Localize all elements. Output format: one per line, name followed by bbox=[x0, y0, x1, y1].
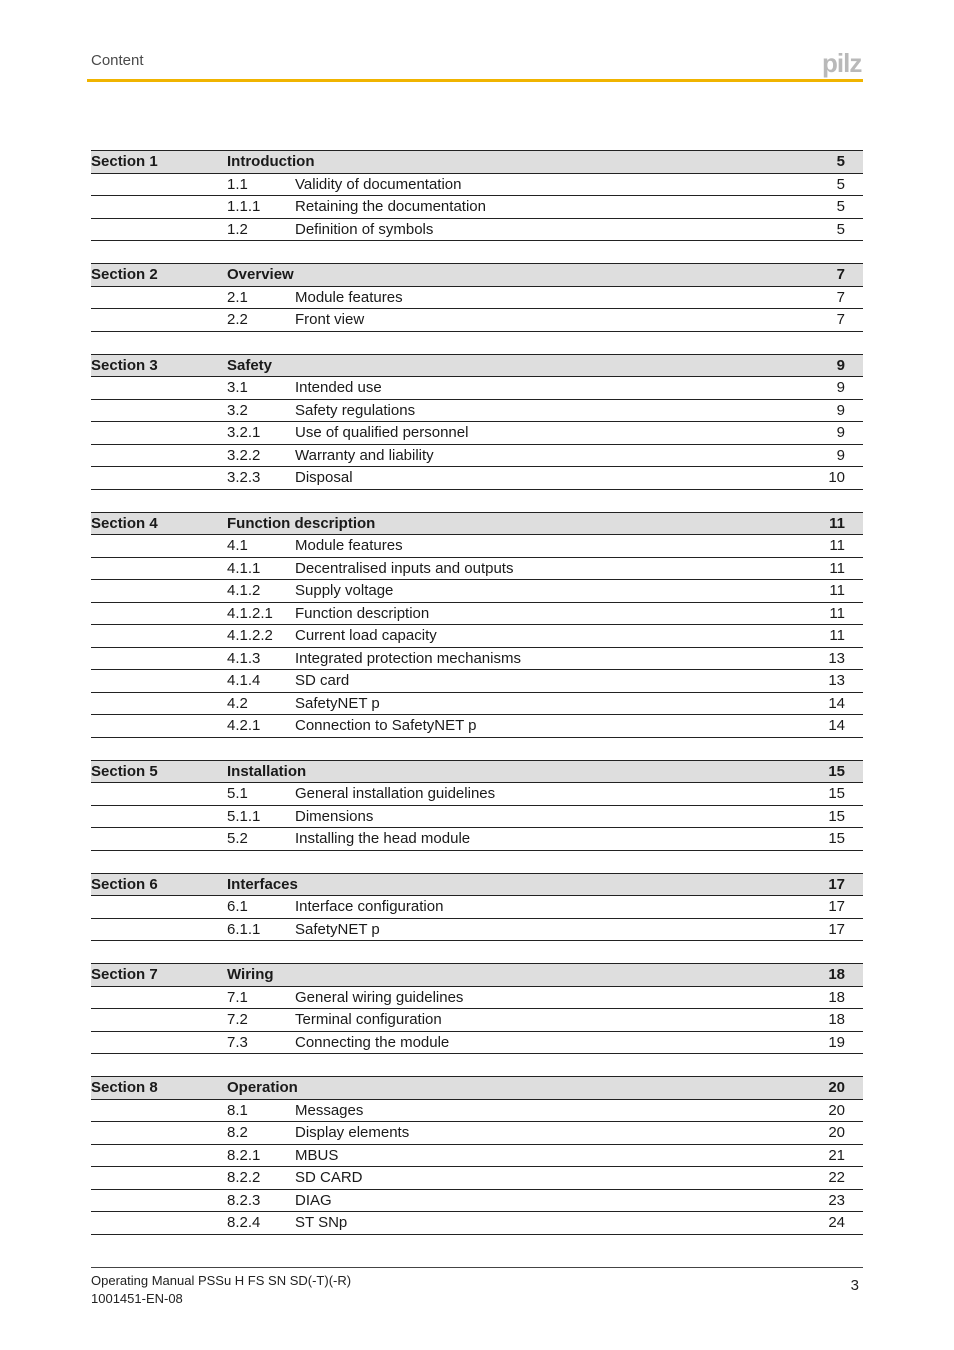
entry-title: ST SNp bbox=[295, 1214, 348, 1231]
section-label: Section 6 bbox=[91, 875, 158, 893]
entry-page: 9 bbox=[836, 446, 845, 464]
toc-entry[interactable] bbox=[91, 377, 863, 400]
toc-entry[interactable] bbox=[91, 174, 863, 197]
section-label: Section 8 bbox=[91, 1079, 158, 1096]
entry-number: 5.1.1 bbox=[227, 807, 261, 825]
entry-page: 7 bbox=[836, 311, 845, 328]
entry-number: 3.2 bbox=[227, 401, 248, 419]
entry-title: SafetyNET p bbox=[295, 694, 380, 712]
toc-section-header[interactable] bbox=[91, 873, 863, 897]
entry-title: SafetyNET p bbox=[295, 920, 380, 938]
toc-entry[interactable] bbox=[91, 467, 863, 490]
entry-title: Connecting the module bbox=[295, 1033, 450, 1051]
entry-number: 7.1 bbox=[227, 988, 248, 1006]
toc-section-header[interactable] bbox=[91, 963, 863, 987]
toc-entry[interactable] bbox=[91, 715, 863, 738]
entry-page: 9 bbox=[836, 424, 845, 441]
toc-entry[interactable] bbox=[91, 693, 863, 716]
entry-title: Disposal bbox=[295, 469, 353, 486]
entry-number: 4.1 bbox=[227, 537, 248, 554]
toc-entry[interactable] bbox=[91, 1009, 863, 1032]
page-number: 3 bbox=[850, 1277, 859, 1294]
footer-rule bbox=[91, 1267, 863, 1268]
toc-section bbox=[91, 873, 863, 942]
entry-title: Integrated protection mechanisms bbox=[295, 649, 521, 667]
toc-entry[interactable] bbox=[91, 1190, 863, 1213]
entry-page: 10 bbox=[828, 469, 845, 486]
entry-number: 5.1 bbox=[227, 785, 248, 802]
entry-page: 11 bbox=[829, 537, 845, 554]
toc-section-header[interactable] bbox=[91, 1076, 863, 1100]
section-title: Operation bbox=[227, 1079, 298, 1096]
entry-page: 18 bbox=[828, 1011, 845, 1028]
entry-page: 9 bbox=[836, 401, 845, 419]
section-page: 7 bbox=[836, 266, 845, 283]
toc-entry[interactable] bbox=[91, 1032, 863, 1055]
toc-entry[interactable] bbox=[91, 625, 863, 648]
entry-title: Validity of documentation bbox=[295, 175, 462, 193]
entry-number: 8.2.3 bbox=[227, 1191, 261, 1209]
section-title: Installation bbox=[227, 762, 307, 780]
toc-entry[interactable] bbox=[91, 1145, 863, 1168]
entry-number: 3.2.2 bbox=[227, 446, 261, 464]
entry-title: Current load capacity bbox=[295, 627, 437, 644]
entry-title: General wiring guidelines bbox=[295, 988, 464, 1006]
section-title: Introduction bbox=[227, 153, 315, 170]
section-page: 9 bbox=[836, 356, 845, 374]
footer-manual-title: Operating Manual PSSu H FS SN SD(-T)(-R) bbox=[91, 1273, 352, 1288]
toc-entry[interactable] bbox=[91, 196, 863, 219]
toc-entry[interactable] bbox=[91, 1167, 863, 1190]
entry-number: 4.1.2.1 bbox=[227, 604, 273, 622]
entry-number: 3.2.3 bbox=[227, 469, 261, 486]
entry-number: 4.1.1 bbox=[227, 559, 261, 577]
entry-page: 20 bbox=[828, 1124, 845, 1141]
entry-page: 5 bbox=[836, 220, 845, 238]
section-label: Section 4 bbox=[91, 514, 158, 532]
section-page: 17 bbox=[828, 875, 845, 893]
toc-section bbox=[91, 760, 863, 851]
toc-section-header[interactable] bbox=[91, 760, 863, 784]
section-label: Section 5 bbox=[91, 762, 158, 780]
entry-page: 5 bbox=[836, 198, 845, 215]
entry-title: General installation guidelines bbox=[295, 785, 496, 802]
entry-title: Intended use bbox=[295, 379, 382, 396]
section-title: Interfaces bbox=[227, 875, 298, 893]
entry-page: 17 bbox=[828, 898, 845, 915]
toc-entry[interactable] bbox=[91, 580, 863, 603]
entry-title: Terminal configuration bbox=[295, 1011, 442, 1028]
entry-title: Definition of symbols bbox=[295, 220, 434, 238]
entry-number: 1.2 bbox=[227, 220, 248, 238]
entry-page: 17 bbox=[828, 920, 845, 938]
section-label: Section 2 bbox=[91, 266, 158, 283]
toc-entry[interactable] bbox=[91, 603, 863, 626]
entry-title: Messages bbox=[295, 1101, 364, 1119]
entry-page: 11 bbox=[829, 627, 845, 644]
entry-title: SD CARD bbox=[295, 1169, 363, 1186]
toc-section-header[interactable] bbox=[91, 354, 863, 378]
toc-entry[interactable] bbox=[91, 896, 863, 919]
entry-page: 20 bbox=[828, 1101, 845, 1119]
toc-entry[interactable] bbox=[91, 919, 863, 942]
entry-page: 14 bbox=[828, 717, 845, 734]
section-label: Section 7 bbox=[91, 966, 158, 983]
entry-number: 8.2 bbox=[227, 1124, 248, 1141]
toc-section-header[interactable] bbox=[91, 512, 863, 536]
section-title: Overview bbox=[227, 266, 294, 283]
entry-title: Function description bbox=[295, 604, 430, 622]
entry-page: 7 bbox=[836, 288, 845, 306]
toc-entry[interactable] bbox=[91, 648, 863, 671]
entry-number: 4.2.1 bbox=[227, 717, 261, 734]
section-page: 18 bbox=[828, 966, 845, 983]
entry-number: 8.2.4 bbox=[227, 1214, 261, 1231]
entry-page: 13 bbox=[828, 649, 845, 667]
entry-title: Retaining the documentation bbox=[295, 198, 486, 215]
toc-entry[interactable] bbox=[91, 287, 863, 310]
entry-number: 2.1 bbox=[227, 288, 248, 306]
header-rule bbox=[87, 79, 863, 82]
entry-title: Installing the head module bbox=[295, 830, 471, 847]
toc-section bbox=[91, 354, 863, 490]
entry-title: Interface configuration bbox=[295, 898, 444, 915]
toc-entry[interactable] bbox=[91, 1100, 863, 1123]
entry-number: 4.1.2.2 bbox=[227, 627, 273, 644]
section-title: Wiring bbox=[227, 966, 274, 983]
entry-page: 11 bbox=[829, 604, 845, 622]
toc-section bbox=[91, 150, 863, 241]
toc-entry[interactable] bbox=[91, 1122, 863, 1145]
footer-doc-number: 1001451-EN-08 bbox=[91, 1291, 183, 1306]
entry-number: 7.2 bbox=[227, 1011, 248, 1028]
entry-page: 15 bbox=[828, 830, 845, 847]
entry-page: 13 bbox=[828, 672, 845, 689]
toc-section-header[interactable] bbox=[91, 263, 863, 287]
entry-page: 22 bbox=[828, 1169, 845, 1186]
entry-page: 21 bbox=[828, 1146, 845, 1164]
entry-number: 3.2.1 bbox=[227, 424, 261, 441]
toc-entry[interactable] bbox=[91, 783, 863, 806]
entry-number: 1.1.1 bbox=[227, 198, 261, 215]
entry-title: Safety regulations bbox=[295, 401, 416, 419]
section-page: 15 bbox=[828, 762, 845, 780]
entry-title: Module features bbox=[295, 537, 403, 554]
entry-title: Warranty and liability bbox=[295, 446, 434, 464]
entry-title: MBUS bbox=[295, 1146, 339, 1164]
entry-number: 6.1.1 bbox=[227, 920, 261, 938]
entry-page: 19 bbox=[828, 1033, 845, 1051]
toc-entry[interactable] bbox=[91, 1212, 863, 1235]
entry-number: 2.2 bbox=[227, 311, 248, 328]
entry-number: 4.1.4 bbox=[227, 672, 261, 689]
entry-title: Dimensions bbox=[295, 807, 374, 825]
entry-number: 4.1.2 bbox=[227, 582, 261, 599]
table-of-contents bbox=[91, 150, 863, 1257]
section-title: Safety bbox=[227, 356, 273, 374]
toc-section bbox=[91, 1076, 863, 1235]
toc-entry[interactable] bbox=[91, 309, 863, 332]
toc-entry[interactable] bbox=[91, 670, 863, 693]
entry-number: 3.1 bbox=[227, 379, 248, 396]
entry-title: Module features bbox=[295, 288, 403, 306]
entry-number: 4.2 bbox=[227, 694, 248, 712]
section-title: Function description bbox=[227, 514, 376, 532]
entry-title: Display elements bbox=[295, 1124, 410, 1141]
toc-section bbox=[91, 512, 863, 738]
section-label: Section 3 bbox=[91, 356, 158, 374]
entry-number: 8.1 bbox=[227, 1101, 248, 1119]
toc-entry[interactable] bbox=[91, 400, 863, 423]
toc-section bbox=[91, 263, 863, 332]
entry-page: 11 bbox=[829, 559, 845, 577]
entry-page: 23 bbox=[828, 1191, 845, 1209]
section-label: Section 1 bbox=[91, 153, 158, 170]
entry-title: Supply voltage bbox=[295, 582, 394, 599]
entry-title: Connection to SafetyNET p bbox=[295, 717, 477, 734]
entry-title: Front view bbox=[295, 311, 365, 328]
toc-entry[interactable] bbox=[91, 535, 863, 558]
entry-page: 15 bbox=[828, 785, 845, 802]
page-header-title: Content bbox=[91, 52, 144, 69]
toc-section-header[interactable] bbox=[91, 150, 863, 174]
entry-title: Use of qualified personnel bbox=[295, 424, 469, 441]
entry-page: 15 bbox=[828, 807, 845, 825]
entry-number: 7.3 bbox=[227, 1033, 248, 1051]
entry-number: 8.2.2 bbox=[227, 1169, 261, 1186]
entry-number: 1.1 bbox=[227, 175, 248, 193]
entry-number: 5.2 bbox=[227, 830, 248, 847]
entry-page: 18 bbox=[828, 988, 845, 1006]
entry-page: 5 bbox=[836, 175, 845, 193]
entry-title: DIAG bbox=[295, 1191, 332, 1209]
entry-number: 8.2.1 bbox=[227, 1146, 261, 1164]
entry-title: SD card bbox=[295, 672, 350, 689]
entry-title: Decentralised inputs and outputs bbox=[295, 559, 514, 577]
toc-entry[interactable] bbox=[91, 445, 863, 468]
pilz-logo: pilz bbox=[822, 48, 862, 78]
entry-page: 24 bbox=[828, 1214, 845, 1231]
section-page: 5 bbox=[836, 153, 845, 170]
toc-entry[interactable] bbox=[91, 806, 863, 829]
section-page: 20 bbox=[828, 1079, 845, 1096]
entry-page: 9 bbox=[836, 379, 845, 396]
toc-entry[interactable] bbox=[91, 558, 863, 581]
toc-section bbox=[91, 963, 863, 1054]
toc-entry[interactable] bbox=[91, 828, 863, 851]
entry-number: 6.1 bbox=[227, 898, 248, 915]
entry-page: 11 bbox=[829, 582, 845, 599]
toc-entry[interactable] bbox=[91, 987, 863, 1010]
entry-number: 4.1.3 bbox=[227, 649, 261, 667]
entry-page: 14 bbox=[828, 694, 845, 712]
section-page: 11 bbox=[829, 514, 845, 532]
toc-entry[interactable] bbox=[91, 422, 863, 445]
toc-entry[interactable] bbox=[91, 219, 863, 242]
